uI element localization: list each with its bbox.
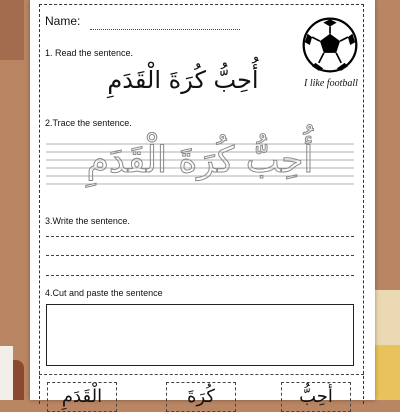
english-translation: I like football (304, 78, 358, 89)
trace-sentence[interactable]: أُحِبُّ كُرَةَ الْقَدَمِ (86, 140, 314, 181)
paste-area[interactable] (46, 304, 354, 366)
writing-line[interactable] (46, 275, 354, 276)
word-card-label: أُحِبُّ (299, 386, 333, 407)
writing-line[interactable] (46, 255, 354, 256)
soccer-ball-icon (302, 17, 358, 73)
arabic-sentence: أُحِبُّ كُرَةَ الْقَدَمِ (107, 66, 259, 94)
worksheet-page (30, 0, 375, 407)
word-card-uhibbu[interactable] (281, 382, 351, 412)
word-card-qadam[interactable] (47, 382, 117, 412)
name-field[interactable] (90, 29, 240, 30)
writing-line[interactable] (46, 236, 354, 237)
word-card-label: الْقَدَمِ (61, 386, 103, 407)
word-card-label: كُرَةَ (187, 386, 215, 407)
cut-line (39, 374, 364, 375)
question-trace-heading: 2.Trace the sentence. (45, 118, 132, 128)
desk-yellow-paper (372, 345, 400, 400)
desk-pencil (0, 346, 13, 400)
question-paste-heading: 4.Cut and paste the sentence (45, 288, 163, 298)
desk-corner (0, 0, 24, 60)
question-read-heading: 1. Read the sentence. (45, 48, 134, 58)
word-card-kurata[interactable] (166, 382, 236, 412)
question-write-heading: 3.Write the sentence. (45, 216, 130, 226)
name-label: Name: (45, 14, 81, 28)
